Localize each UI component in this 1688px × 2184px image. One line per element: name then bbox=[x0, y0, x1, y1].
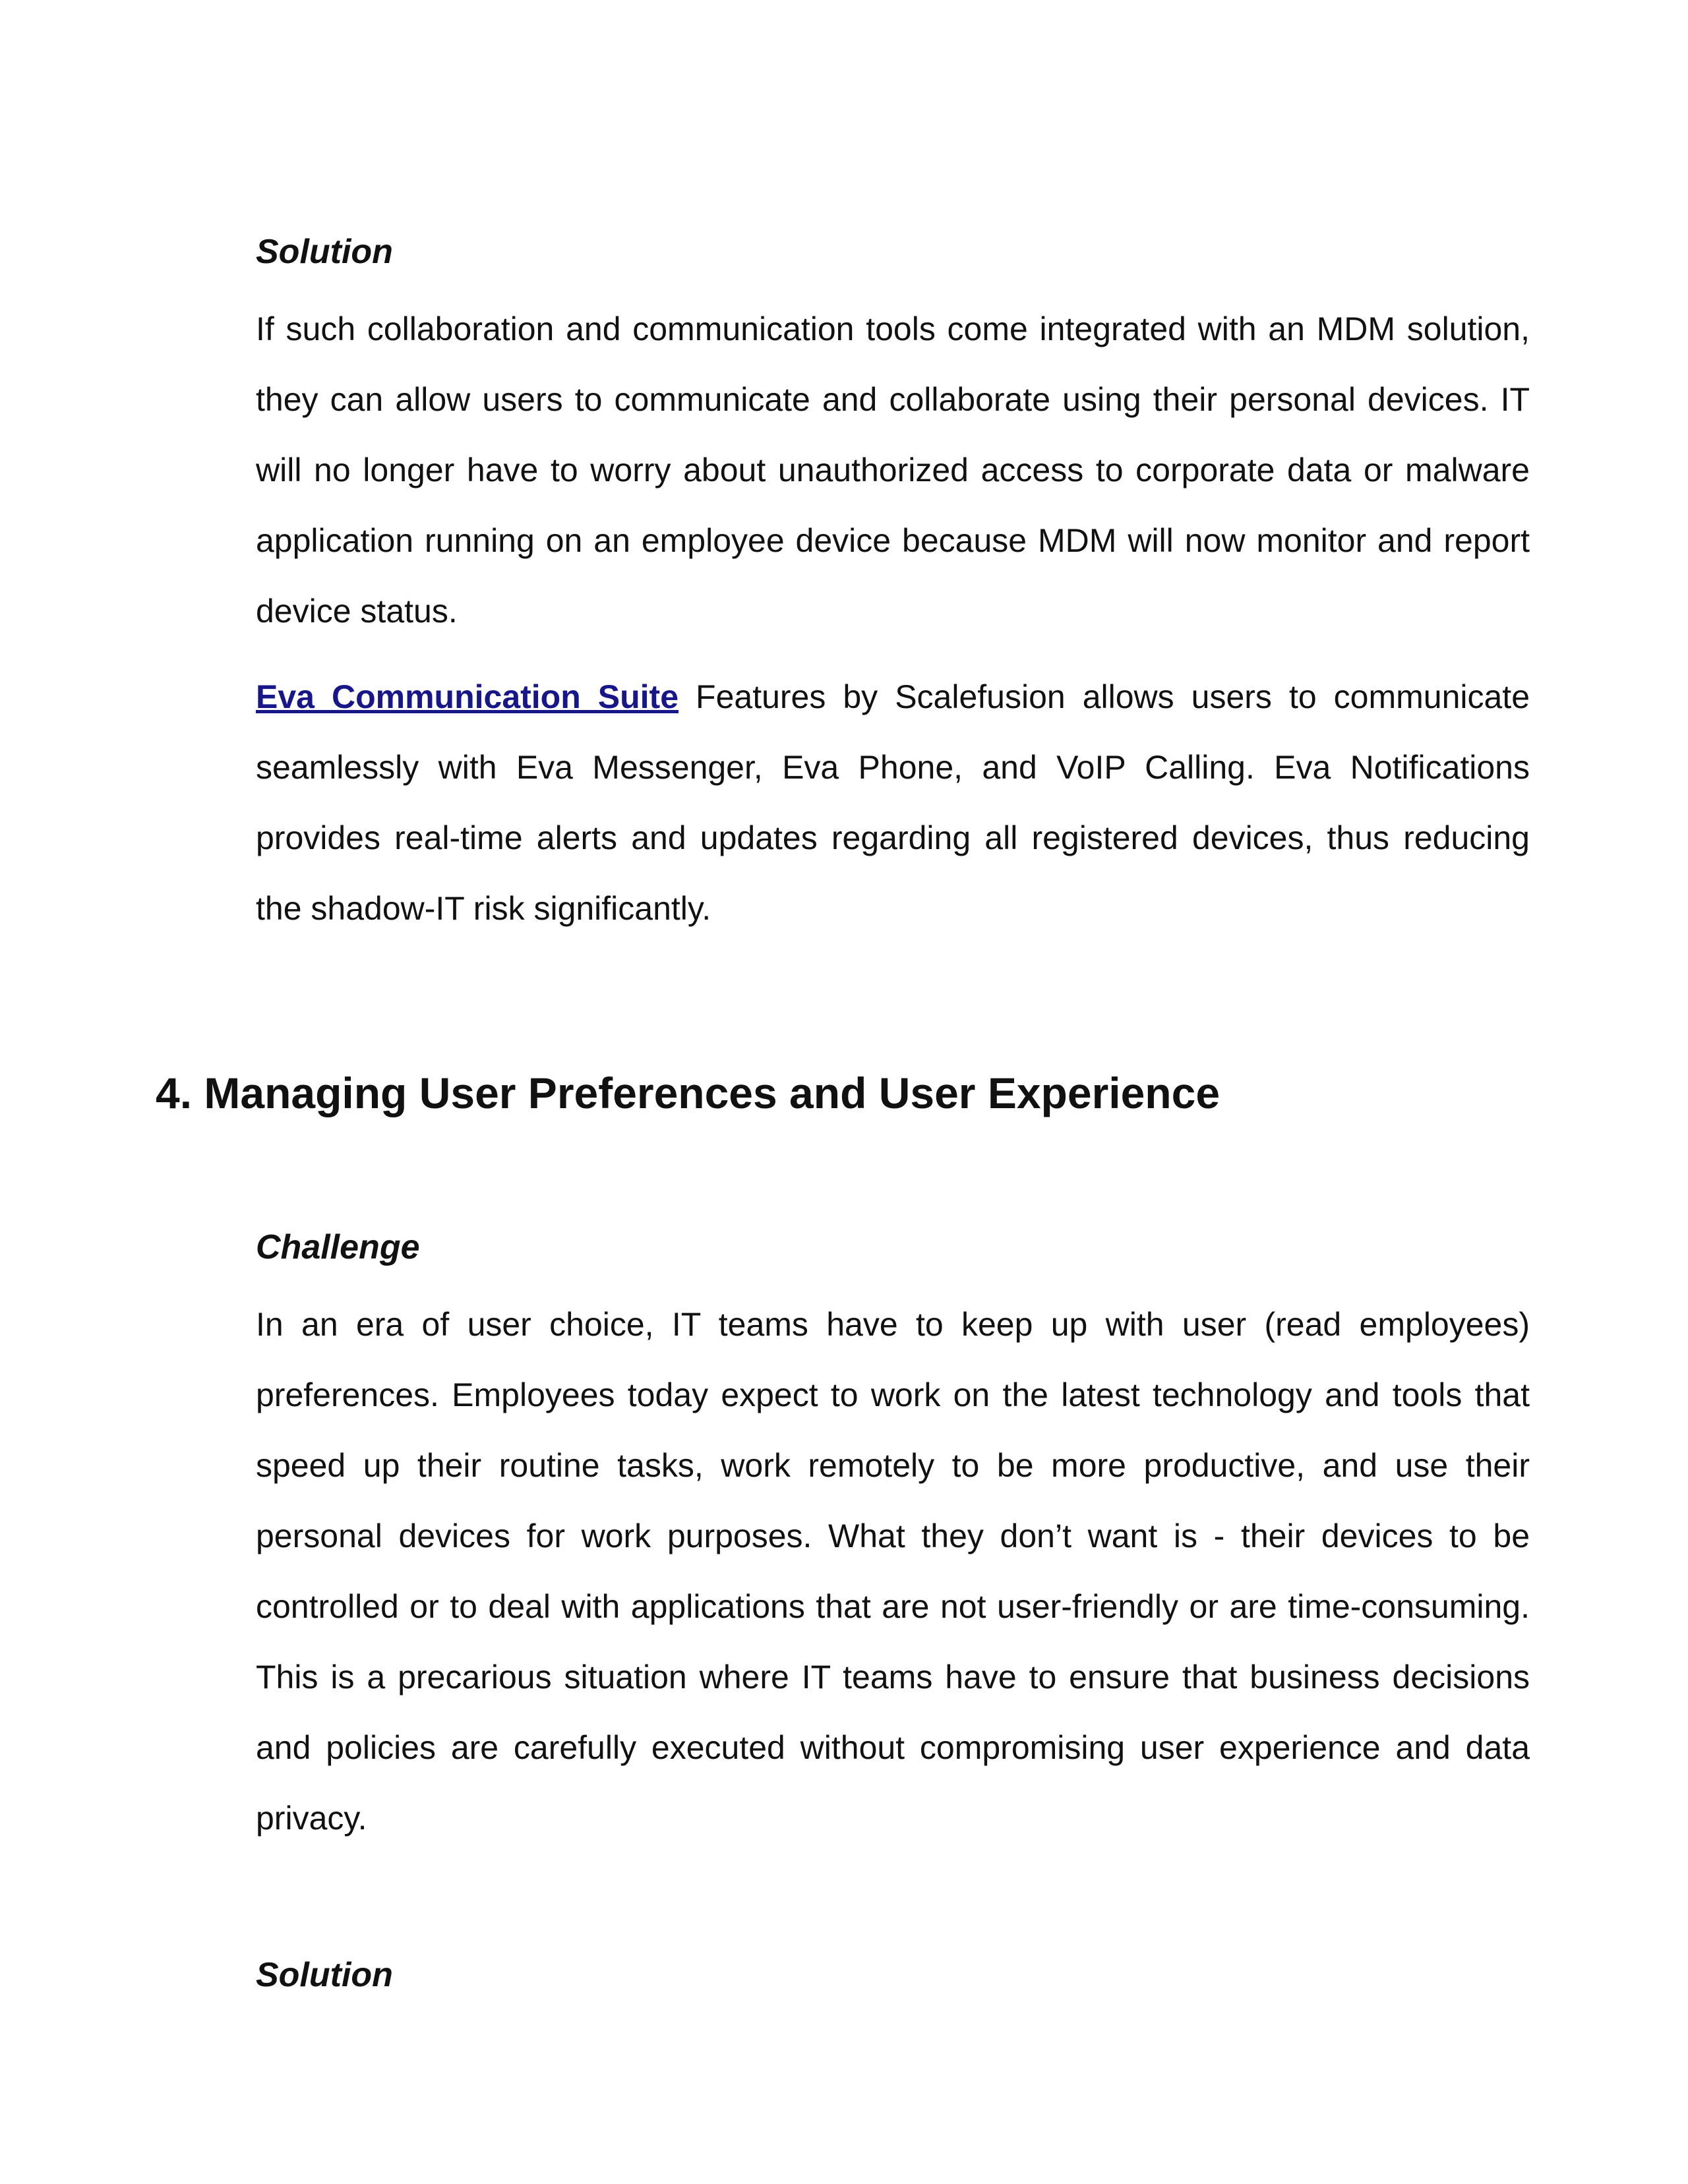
top-solution-section bbox=[256, 232, 1530, 272]
challenge-subheading: Challenge bbox=[256, 1228, 420, 1266]
challenge-section bbox=[256, 1227, 1530, 1267]
solution-paragraph-2-text: Features by Scalefusion allows users to communicate seamlessly with Eva Messenger, Eva Phone, and VoIP Calling. Eva Notifications provides real-time alerts and updates regarding all registered devices, thus reducing the shadow-IT risk significantly. bbox=[256, 678, 1530, 927]
challenge-paragraph: In an era of user choice, IT teams have to keep up with user (read employees) preferences. Employees today expect to work on the latest technology and tools that speed up their routine tasks, work remotely to be more productive, and use their personal devices for work purposes. What they don’t want is - their devices to be controlled or to deal with applications that are not user-friendly or are time-consuming. This is a precarious situation where IT teams have to ensure that business decisions and policies are carefully executed without compromising user experience and data privacy. bbox=[256, 1306, 1530, 1837]
solution-paragraph-2 bbox=[256, 662, 1530, 944]
solution-subheading: Solution bbox=[256, 233, 393, 271]
solution-paragraph-1: If such collaboration and communication tools come integrated with an MDM solution, they can allow users to communicate and collaborate using their personal devices. IT will no longer have to worry about unauthorized access to corporate data or malware application running on an employee device because MDM will now monitor and report device status. bbox=[256, 310, 1530, 630]
solution-paragraph-1-block bbox=[256, 294, 1530, 647]
solution-paragraph-2-block bbox=[256, 662, 1530, 944]
bottom-solution-subheading: Solution bbox=[256, 1956, 393, 1994]
bottom-solution-section bbox=[256, 1955, 1530, 1995]
eva-communication-suite-link[interactable]: Eva Communication Suite bbox=[256, 678, 679, 715]
section-4-heading: 4. Managing User Preferences and User Experience bbox=[156, 1069, 1221, 1117]
challenge-paragraph-block bbox=[256, 1289, 1530, 1854]
